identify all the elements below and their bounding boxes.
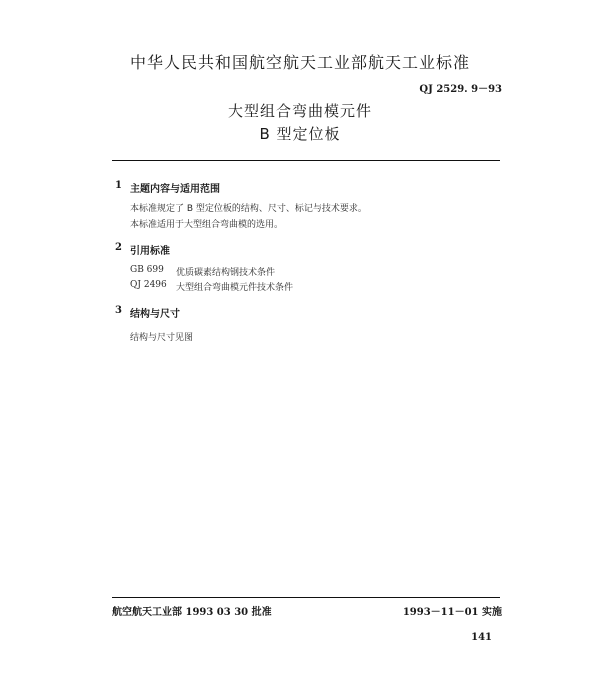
reference-1-description: 优质碳素结构钢技术条件	[176, 268, 276, 278]
standard-code: QJ 2529. 9－93	[419, 84, 502, 95]
section-1-title: 主题内容与适用范围	[130, 184, 220, 195]
section-3-number: 3	[115, 305, 122, 316]
reference-1-code: GB 699	[130, 265, 164, 275]
bottom-divider	[112, 597, 500, 598]
section-1-paragraph-2: 本标准适用于大型组合弯曲模的选用。	[130, 220, 284, 230]
section-3-title: 结构与尺寸	[130, 309, 180, 320]
section-3-paragraph-1: 结构与尺寸见图	[130, 333, 194, 343]
top-divider	[112, 160, 500, 161]
standard-header-title: 中华人民共和国航空航天工业部航天工业标准	[129, 53, 470, 72]
reference-2-description: 大型组合弯曲模元件技术条件	[176, 283, 294, 293]
page-number: 141	[471, 632, 492, 643]
document-title-line-1: 大型组合弯曲模元件	[227, 102, 372, 120]
section-2-title: 引用标准	[130, 246, 170, 257]
section-1-number: 1	[115, 180, 122, 191]
issued-by: 航空航天工业部 1993 03 30 批准	[112, 607, 272, 618]
effective-date: 1993－11－01 实施	[402, 607, 502, 618]
section-1-paragraph-1: 本标准规定了 B 型定位板的结构、尺寸、标记与技术要求。	[130, 204, 367, 214]
reference-2-code: QJ 2496	[130, 280, 167, 290]
section-2-number: 2	[115, 242, 122, 253]
document-title-line-2: B 型定位板	[259, 125, 341, 143]
